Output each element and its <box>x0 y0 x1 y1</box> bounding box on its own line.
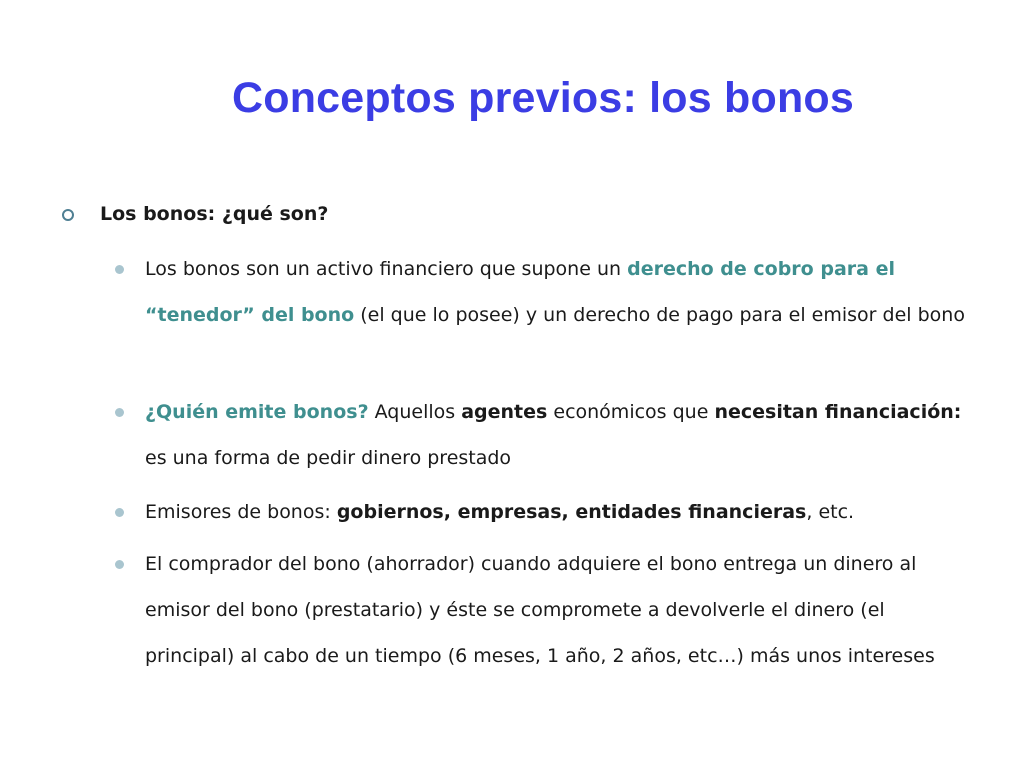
bullet-3-text-a: Emisores de bonos: <box>145 501 337 523</box>
bullet-2-text-b: Aquellos <box>368 401 462 423</box>
bullet-dot-icon <box>115 508 124 517</box>
bullet-1-highlight: derecho de cobro para el “tenedor” del bono <box>145 258 895 326</box>
bullet-2-highlight: ¿Quién emite bonos? <box>145 401 369 423</box>
bullet-3-text-c: , etc. <box>806 501 855 523</box>
bullet-1-text-c: (el que lo posee) y un derecho de pago para el emisor del bono <box>354 304 965 326</box>
bullet-2-text-f: es una forma de pedir dinero prestado <box>145 447 512 469</box>
ring-bullet-icon <box>62 209 74 221</box>
bullet-1-text-a: Los bonos son un activo financiero que supone un <box>145 258 628 280</box>
slide-title: Conceptos previos: los bonos <box>232 74 855 122</box>
bullet-2-bold-agentes: agentes <box>461 401 548 423</box>
bullet-dot-icon <box>115 560 124 569</box>
bullet-dot-icon <box>115 408 124 417</box>
bullet-2-bold-financiacion: necesitan financiación: <box>714 401 962 423</box>
bullet-item-2 <box>145 389 975 481</box>
bullet-4-text: El comprador del bono (ahorrador) cuando adquiere el bono entrega un dinero al emisor del bono (prestatario) y éste se compromete a devolverle el dinero (el principal) al cabo de un tiempo (6 meses, 1 año, 2 años, etc…) más unos intereses <box>145 553 935 667</box>
bullet-item-3 <box>145 489 975 535</box>
bullet-dot-icon <box>115 265 124 274</box>
bullet-2-text-d: económicos que <box>547 401 715 423</box>
bullet-item-4 <box>145 541 975 679</box>
bullet-item-1 <box>145 246 975 338</box>
bullet-3-bold: gobiernos, empresas, entidades financieras <box>336 501 807 523</box>
level1-heading: Los bonos: ¿qué son? <box>100 203 329 225</box>
